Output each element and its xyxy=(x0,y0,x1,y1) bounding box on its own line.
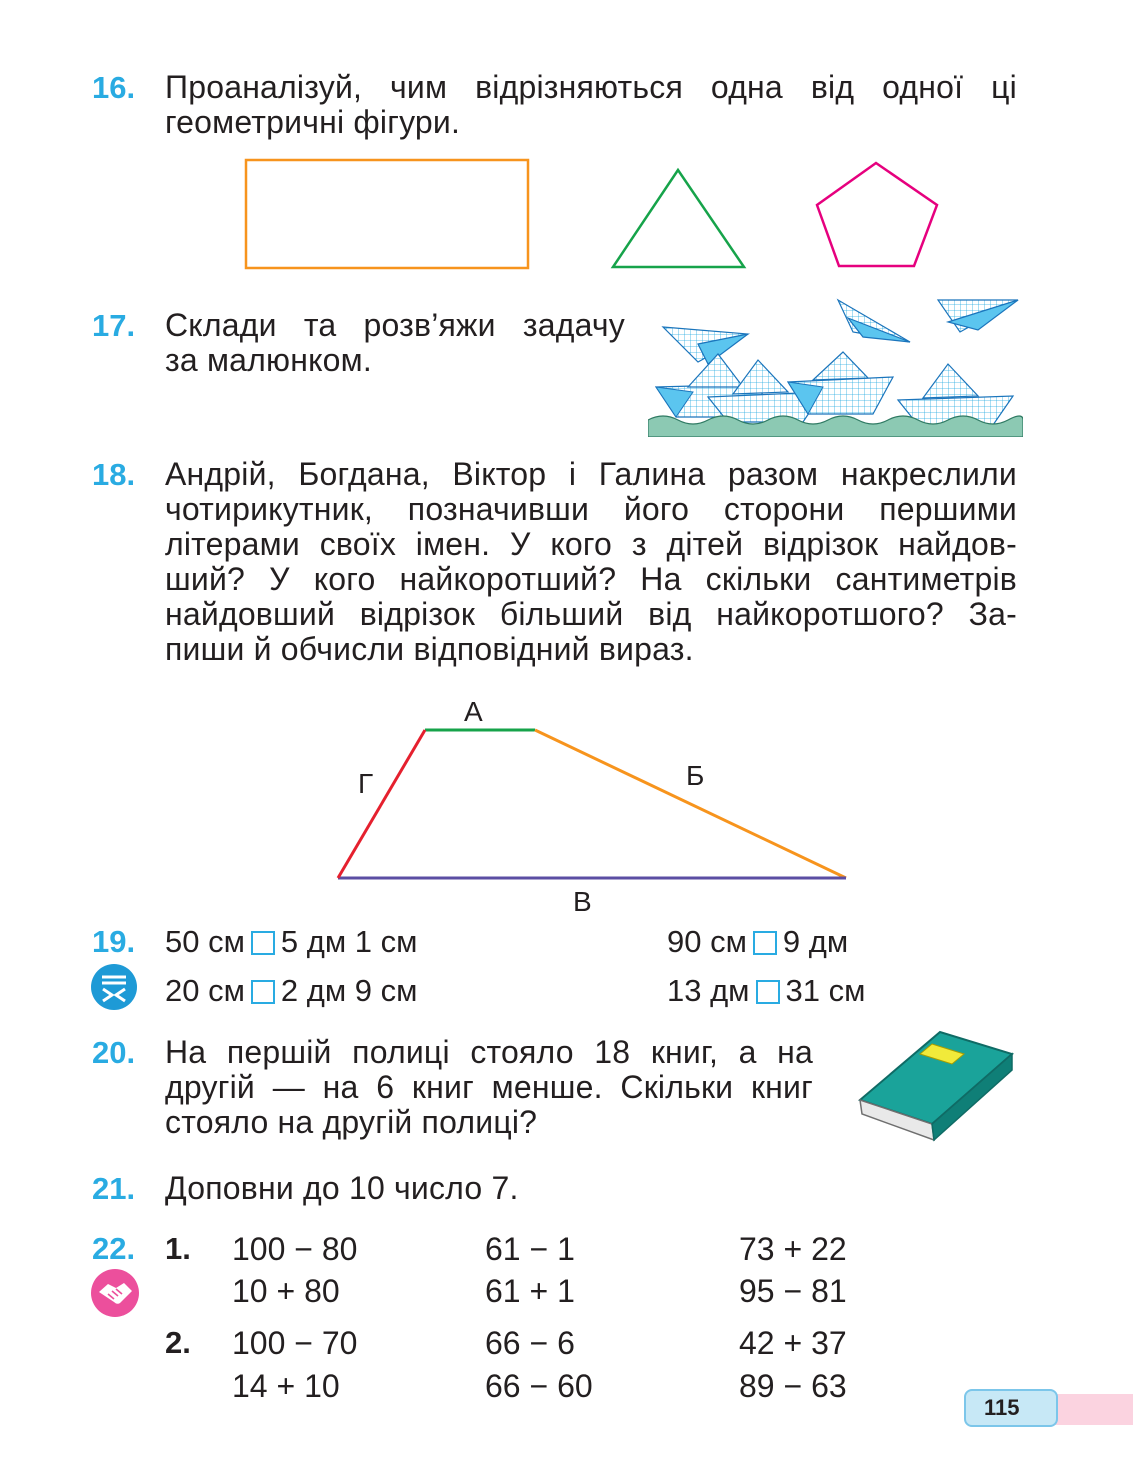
page-number-bar xyxy=(1045,1394,1133,1425)
compare-3-b: 9 дм xyxy=(782,924,849,959)
task-16-number: 16. xyxy=(92,70,136,105)
compare-4-a: 13 дм xyxy=(667,973,750,1008)
expr-2-1-1: 100 − 70 xyxy=(232,1325,358,1361)
compare-row-2-right xyxy=(667,973,865,1009)
water-waves xyxy=(648,416,1023,437)
expr-2-2-2: 66 − 60 xyxy=(485,1368,593,1404)
page-number: 115 xyxy=(964,1389,1058,1427)
expr-2-1-2: 14 + 10 xyxy=(232,1368,340,1404)
task-20-line-2: другій — на 6 книг менше. Скільки книг xyxy=(165,1069,813,1105)
task-22-number: 22. xyxy=(92,1231,136,1266)
paper-plane-2 xyxy=(838,300,910,342)
side-label-a: А xyxy=(464,696,483,727)
side-label-b: Б xyxy=(686,760,705,791)
compare-row-2-left xyxy=(165,973,417,1009)
expr-1-3-1: 73 + 22 xyxy=(739,1231,847,1267)
compare-3-a: 90 см xyxy=(667,924,747,959)
task-19-number: 19. xyxy=(92,924,136,959)
compare-row-1-right xyxy=(667,924,848,960)
compare-1-b: 5 дм 1 см xyxy=(280,924,418,959)
green-triangle xyxy=(613,170,744,267)
part-2-label: 2. xyxy=(165,1325,191,1360)
expr-2-3-1: 42 + 37 xyxy=(739,1325,847,1361)
paper-plane-3 xyxy=(938,300,1018,332)
compare-box[interactable] xyxy=(756,980,780,1004)
task-20-text xyxy=(165,1035,813,1140)
compare-box[interactable] xyxy=(753,931,777,955)
expr-1-2-1: 61 − 1 xyxy=(485,1231,575,1267)
book-illustration xyxy=(852,1022,1017,1152)
task-17-line-2: за малюнком. xyxy=(165,342,372,378)
task-18-line-3: літерами своїх імен. У кого з дітей відрізок найдов- xyxy=(165,526,1017,562)
task-16-line-1: Проаналізуй, чим відрізняються одна від одної ці xyxy=(165,69,1017,105)
side-g xyxy=(338,730,425,878)
compare-row-1-left xyxy=(165,924,417,960)
expr-1-3-2: 95 − 81 xyxy=(739,1273,847,1309)
compare-icon xyxy=(90,963,138,1011)
compare-1-a: 50 см xyxy=(165,924,245,959)
expr-1-2-2: 61 + 1 xyxy=(485,1273,575,1309)
expr-2-3-2: 89 − 63 xyxy=(739,1368,847,1404)
expr-1-1-1: 100 − 80 xyxy=(232,1231,358,1267)
task-21-number: 21. xyxy=(92,1171,136,1206)
task-20-line-3: стояло на другій полиці? xyxy=(165,1104,538,1140)
expr-1-1-2: 10 + 80 xyxy=(232,1273,340,1309)
quadrilateral-figure xyxy=(330,720,860,890)
task-16-shapes xyxy=(230,150,960,280)
expr-2-2-1: 66 − 6 xyxy=(485,1325,575,1361)
paper-plane-1 xyxy=(663,327,748,364)
task-17-line-1: Склади та розв’яжи задачу xyxy=(165,307,625,343)
task-18-text xyxy=(165,457,1017,667)
task-18-line-4: ший? У кого найкоротший? На скільки сантиметрів xyxy=(165,561,1017,597)
paper-planes-boats-illustration xyxy=(648,292,1023,437)
compare-2-b: 2 дм 9 см xyxy=(280,973,418,1008)
task-17-number: 17. xyxy=(92,308,136,343)
magenta-pentagon xyxy=(817,163,937,266)
compare-2-a: 20 см xyxy=(165,973,245,1008)
side-label-v: В xyxy=(573,886,592,917)
task-16-line-2: геометричні фігури. xyxy=(165,104,461,140)
task-16-text xyxy=(165,70,1017,140)
orange-rectangle xyxy=(246,160,528,268)
paper-boat-3 xyxy=(788,352,893,414)
task-18-line-5: найдовший відрізок більший від найкоротшого? За- xyxy=(165,596,1017,632)
pair-work-icon xyxy=(90,1268,140,1318)
compare-box[interactable] xyxy=(251,931,275,955)
task-18-line-6: пиши й обчисли відповідний вираз. xyxy=(165,631,694,667)
paper-boat-4 xyxy=(898,364,1013,425)
task-18-line-2: чотирикутник, позначивши його сторони першими xyxy=(165,491,1017,527)
task-20-line-1: На першій полиці стояло 18 книг, а на xyxy=(165,1034,813,1070)
task-17-text xyxy=(165,308,625,378)
task-18-number: 18. xyxy=(92,457,136,492)
task-21-text xyxy=(165,1171,765,1206)
task-20-number: 20. xyxy=(92,1035,136,1070)
side-label-g: Г xyxy=(358,768,374,799)
compare-box[interactable] xyxy=(251,980,275,1004)
side-b xyxy=(535,730,846,878)
compare-4-b: 31 см xyxy=(785,973,866,1008)
task-21-line-1: Доповни до 10 число 7. xyxy=(165,1170,519,1206)
part-1-label: 1. xyxy=(165,1231,191,1266)
task-18-line-1: Андрій, Богдана, Віктор і Галина разом накреслили xyxy=(165,456,1017,492)
